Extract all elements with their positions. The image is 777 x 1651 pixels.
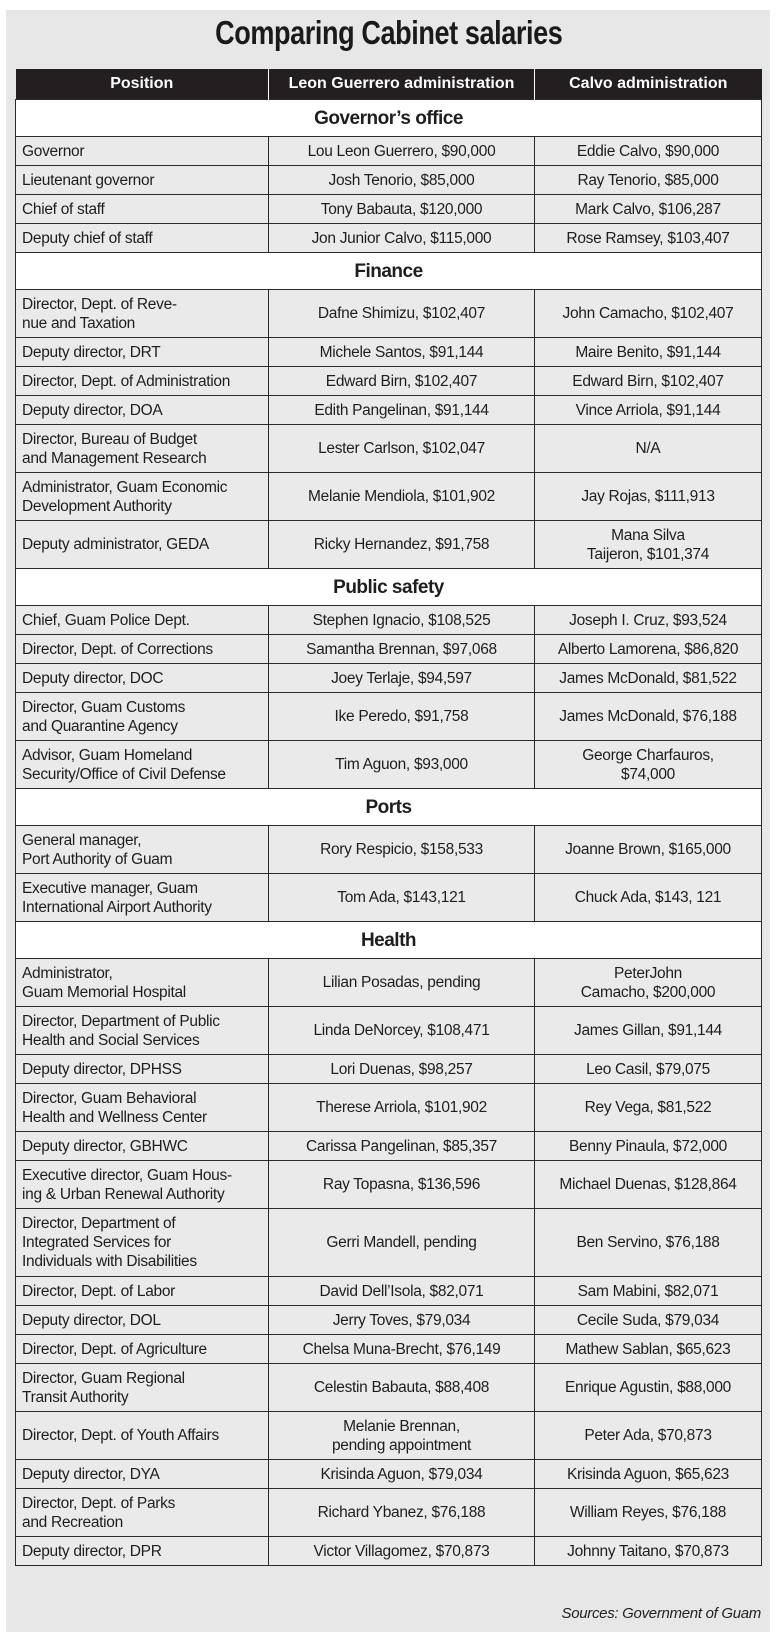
position-cell: Deputy director, DOA <box>16 396 269 425</box>
table-row <box>16 1132 762 1161</box>
section-heading: Health <box>16 922 762 959</box>
leon-guerrero-cell: Joey Terlaje, $94,597 <box>269 664 535 693</box>
leon-guerrero-cell: Edith Pangelinan, $91,144 <box>269 396 535 425</box>
table-row <box>16 826 762 874</box>
title-text: Comparing Cabinet salaries <box>214 14 563 51</box>
calvo-cell: Ray Tenorio, $85,000 <box>535 166 762 195</box>
table-row <box>16 664 762 693</box>
leon-guerrero-cell: Lori Duenas, $98,257 <box>269 1055 535 1084</box>
leon-guerrero-cell: Lilian Posadas, pending <box>269 959 535 1007</box>
leon-guerrero-cell: Victor Villagomez, $70,873 <box>269 1537 535 1566</box>
table-row <box>16 606 762 635</box>
position-cell: Director, Dept. of Administration <box>16 367 269 396</box>
salary-table <box>15 69 762 1566</box>
position-cell: Deputy director, DPR <box>16 1537 269 1566</box>
table-row <box>16 137 762 166</box>
section-heading: Ports <box>16 789 762 826</box>
table-row <box>16 224 762 253</box>
calvo-cell: James Gillan, $91,144 <box>535 1007 762 1055</box>
position-cell: Chief of staff <box>16 195 269 224</box>
leon-guerrero-cell: Chelsa Muna-Brecht, $76,149 <box>269 1335 535 1364</box>
position-cell: Director, Dept. of Youth Affairs <box>16 1412 269 1460</box>
leon-guerrero-cell: Celestin Babauta, $88,408 <box>269 1364 535 1412</box>
table-row <box>16 521 762 569</box>
leon-guerrero-cell: Melanie Mendiola, $101,902 <box>269 473 535 521</box>
table-row <box>16 166 762 195</box>
page-title <box>0 14 777 52</box>
position-cell: Advisor, Guam Homeland Security/Office of Civil Defense <box>16 741 269 789</box>
table-row <box>16 290 762 338</box>
position-cell: Director, Dept. of Labor <box>16 1277 269 1306</box>
leon-guerrero-cell: Tom Ada, $143,121 <box>269 874 535 922</box>
leon-guerrero-cell: Gerri Mandell, pending <box>269 1209 535 1277</box>
leon-guerrero-cell: David Dell’Isola, $82,071 <box>269 1277 535 1306</box>
position-cell: Director, Dept. of Reve- nue and Taxation <box>16 290 269 338</box>
section-row <box>16 253 762 290</box>
table-row <box>16 195 762 224</box>
calvo-cell: Mathew Sablan, $65,623 <box>535 1335 762 1364</box>
calvo-cell: Ben Servino, $76,188 <box>535 1209 762 1277</box>
calvo-cell: Johnny Taitano, $70,873 <box>535 1537 762 1566</box>
position-cell: Deputy chief of staff <box>16 224 269 253</box>
table-row <box>16 1161 762 1209</box>
position-cell: Deputy director, GBHWC <box>16 1132 269 1161</box>
position-cell: Deputy director, DPHSS <box>16 1055 269 1084</box>
section-row <box>16 922 762 959</box>
position-cell: Deputy director, DOC <box>16 664 269 693</box>
leon-guerrero-cell: Ricky Hernandez, $91,758 <box>269 521 535 569</box>
leon-guerrero-cell: Samantha Brennan, $97,068 <box>269 635 535 664</box>
position-cell: Lieutenant governor <box>16 166 269 195</box>
position-cell: Chief, Guam Police Dept. <box>16 606 269 635</box>
calvo-cell: Jay Rojas, $111,913 <box>535 473 762 521</box>
leon-guerrero-cell: Richard Ybanez, $76,188 <box>269 1489 535 1537</box>
calvo-cell: Alberto Lamorena, $86,820 <box>535 635 762 664</box>
position-cell: Director, Department of Integrated Services for Individuals with Disabilities <box>16 1209 269 1277</box>
calvo-cell: PeterJohn Camacho, $200,000 <box>535 959 762 1007</box>
position-cell: Executive manager, Guam International Airport Authority <box>16 874 269 922</box>
table-row <box>16 338 762 367</box>
position-cell: Administrator, Guam Memorial Hospital <box>16 959 269 1007</box>
leon-guerrero-cell: Michele Santos, $91,144 <box>269 338 535 367</box>
leon-guerrero-cell: Rory Respicio, $158,533 <box>269 826 535 874</box>
position-cell: Deputy administrator, GEDA <box>16 521 269 569</box>
calvo-cell: Maire Benito, $91,144 <box>535 338 762 367</box>
calvo-cell: James McDonald, $76,188 <box>535 693 762 741</box>
leon-guerrero-cell: Edward Birn, $102,407 <box>269 367 535 396</box>
position-cell: Director, Bureau of Budget and Management Research <box>16 425 269 473</box>
table-row <box>16 1489 762 1537</box>
position-cell: Director, Dept. of Agriculture <box>16 1335 269 1364</box>
calvo-cell: Benny Pinaula, $72,000 <box>535 1132 762 1161</box>
calvo-cell: John Camacho, $102,407 <box>535 290 762 338</box>
table-row <box>16 1460 762 1489</box>
leon-guerrero-cell: Tim Aguon, $93,000 <box>269 741 535 789</box>
calvo-cell: Enrique Agustin, $88,000 <box>535 1364 762 1412</box>
calvo-cell: Edward Birn, $102,407 <box>535 367 762 396</box>
table-row <box>16 425 762 473</box>
table-row <box>16 1537 762 1566</box>
position-cell: Director, Guam Behavioral Health and Wellness Center <box>16 1084 269 1132</box>
table-row <box>16 1277 762 1306</box>
table-row <box>16 396 762 425</box>
table-row <box>16 1306 762 1335</box>
table-row <box>16 741 762 789</box>
table-row <box>16 1364 762 1412</box>
position-cell: Deputy director, DOL <box>16 1306 269 1335</box>
calvo-cell: Joanne Brown, $165,000 <box>535 826 762 874</box>
leon-guerrero-cell: Dafne Shimizu, $102,407 <box>269 290 535 338</box>
header-row <box>16 69 762 100</box>
leon-guerrero-cell: Jerry Toves, $79,034 <box>269 1306 535 1335</box>
table-row <box>16 1055 762 1084</box>
calvo-cell: James McDonald, $81,522 <box>535 664 762 693</box>
position-cell: Administrator, Guam Economic Development Authority <box>16 473 269 521</box>
table-body <box>16 100 762 1566</box>
position-cell: Director, Guam Customs and Quarantine Agency <box>16 693 269 741</box>
calvo-cell: William Reyes, $76,188 <box>535 1489 762 1537</box>
table-row <box>16 1412 762 1460</box>
table-row <box>16 367 762 396</box>
position-cell: General manager, Port Authority of Guam <box>16 826 269 874</box>
calvo-cell: Eddie Calvo, $90,000 <box>535 137 762 166</box>
calvo-cell: Chuck Ada, $143, 121 <box>535 874 762 922</box>
position-cell: Governor <box>16 137 269 166</box>
calvo-cell: Vince Arriola, $91,144 <box>535 396 762 425</box>
section-row <box>16 100 762 137</box>
header-position: Position <box>16 69 269 100</box>
table-row <box>16 693 762 741</box>
leon-guerrero-cell: Melanie Brennan, pending appointment <box>269 1412 535 1460</box>
table-row <box>16 1007 762 1055</box>
calvo-cell: Rey Vega, $81,522 <box>535 1084 762 1132</box>
calvo-cell: Cecile Suda, $79,034 <box>535 1306 762 1335</box>
leon-guerrero-cell: Lou Leon Guerrero, $90,000 <box>269 137 535 166</box>
leon-guerrero-cell: Jon Junior Calvo, $115,000 <box>269 224 535 253</box>
calvo-cell: Sam Mabini, $82,071 <box>535 1277 762 1306</box>
table-row <box>16 1084 762 1132</box>
header-leon-guerrero: Leon Guerrero administration <box>269 69 535 100</box>
calvo-cell: Rose Ramsey, $103,407 <box>535 224 762 253</box>
position-cell: Deputy director, DRT <box>16 338 269 367</box>
calvo-cell: Leo Casil, $79,075 <box>535 1055 762 1084</box>
position-cell: Deputy director, DYA <box>16 1460 269 1489</box>
table-row <box>16 473 762 521</box>
source-note: Sources: Government of Guam <box>561 1605 761 1622</box>
table-row <box>16 1209 762 1277</box>
header-calvo: Calvo administration <box>535 69 762 100</box>
section-heading: Finance <box>16 253 762 290</box>
leon-guerrero-cell: Stephen Ignacio, $108,525 <box>269 606 535 635</box>
calvo-cell: Mana Silva Taijeron, $101,374 <box>535 521 762 569</box>
calvo-cell: Michael Duenas, $128,864 <box>535 1161 762 1209</box>
leon-guerrero-cell: Therese Arriola, $101,902 <box>269 1084 535 1132</box>
leon-guerrero-cell: Linda DeNorcey, $108,471 <box>269 1007 535 1055</box>
table-row <box>16 874 762 922</box>
leon-guerrero-cell: Tony Babauta, $120,000 <box>269 195 535 224</box>
section-row <box>16 569 762 606</box>
section-heading: Public safety <box>16 569 762 606</box>
calvo-cell: Mark Calvo, $106,287 <box>535 195 762 224</box>
position-cell: Director, Guam Regional Transit Authority <box>16 1364 269 1412</box>
position-cell: Executive director, Guam Hous- ing & Urban Renewal Authority <box>16 1161 269 1209</box>
leon-guerrero-cell: Carissa Pangelinan, $85,357 <box>269 1132 535 1161</box>
calvo-cell: George Charfauros, $74,000 <box>535 741 762 789</box>
calvo-cell: Peter Ada, $70,873 <box>535 1412 762 1460</box>
leon-guerrero-cell: Lester Carlson, $102,047 <box>269 425 535 473</box>
table-row <box>16 635 762 664</box>
table-row <box>16 959 762 1007</box>
position-cell: Director, Department of Public Health and Social Services <box>16 1007 269 1055</box>
position-cell: Director, Dept. of Parks and Recreation <box>16 1489 269 1537</box>
calvo-cell: Krisinda Aguon, $65,623 <box>535 1460 762 1489</box>
section-heading: Governor’s office <box>16 100 762 137</box>
leon-guerrero-cell: Josh Tenorio, $85,000 <box>269 166 535 195</box>
leon-guerrero-cell: Krisinda Aguon, $79,034 <box>269 1460 535 1489</box>
leon-guerrero-cell: Ike Peredo, $91,758 <box>269 693 535 741</box>
position-cell: Director, Dept. of Corrections <box>16 635 269 664</box>
section-row <box>16 789 762 826</box>
leon-guerrero-cell: Ray Topasna, $136,596 <box>269 1161 535 1209</box>
table-row <box>16 1335 762 1364</box>
calvo-cell: Joseph I. Cruz, $93,524 <box>535 606 762 635</box>
calvo-cell: N/A <box>535 425 762 473</box>
